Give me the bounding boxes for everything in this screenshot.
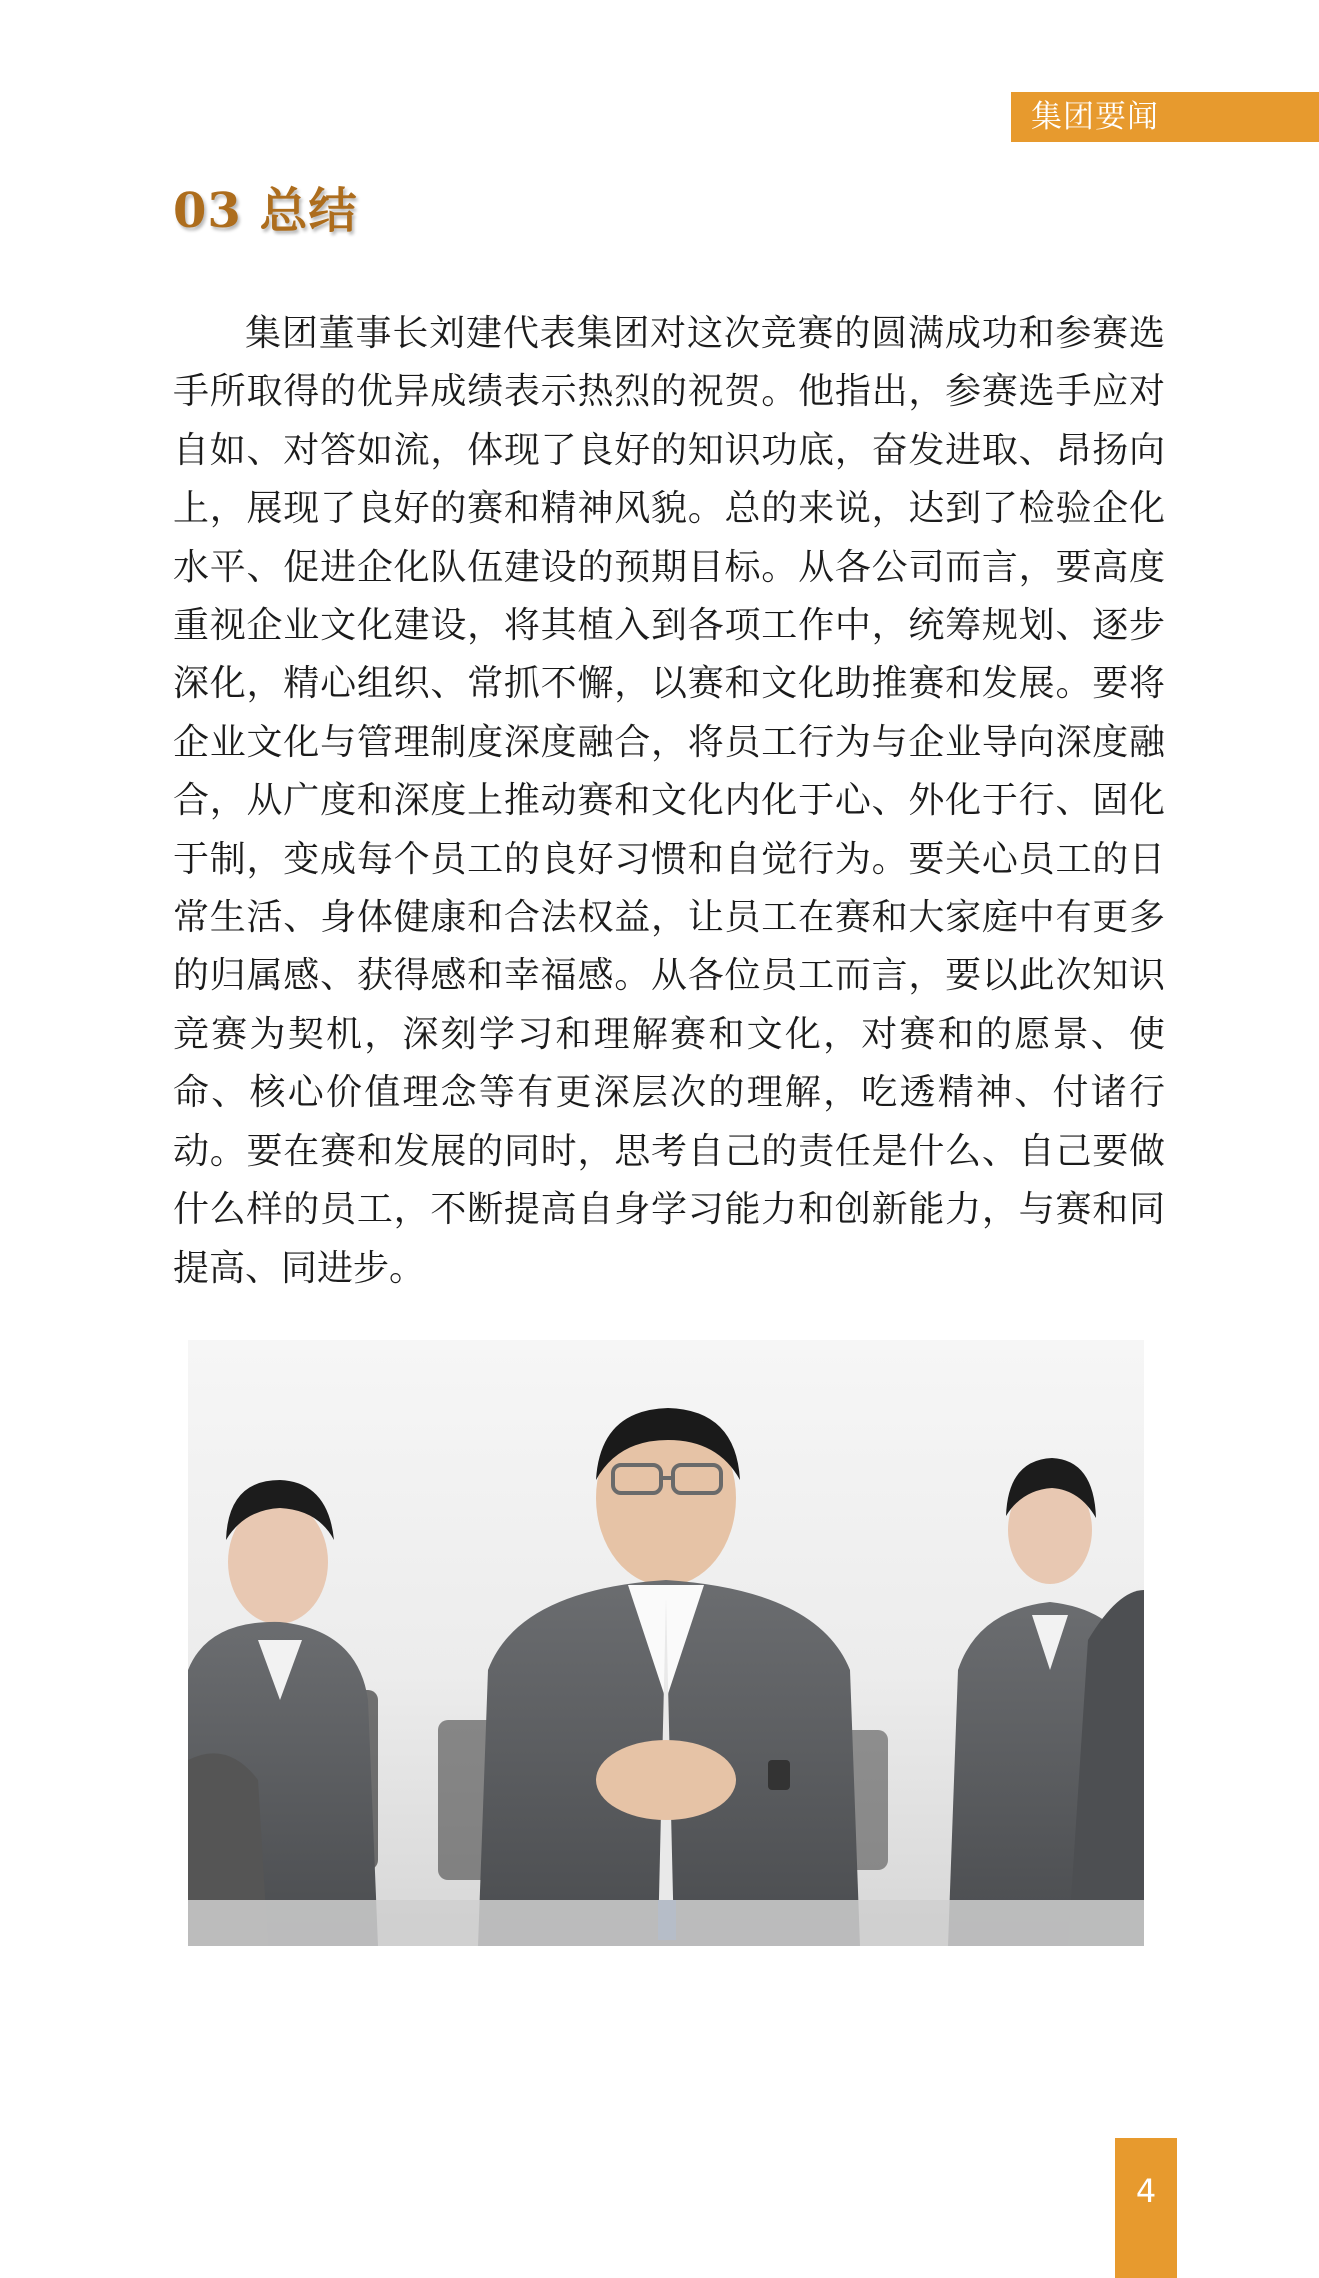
meeting-photo-illustration <box>188 1340 1144 1946</box>
meeting-photo <box>188 1340 1144 1946</box>
page-number: 4 <box>1115 2138 1177 2278</box>
section-tag: 集团要闻 <box>1011 92 1319 142</box>
section-title: 03 总结 <box>173 183 358 239</box>
article-paragraph: 集团董事长刘建代表集团对这次竞赛的圆满成功和参赛选手所取得的优异成绩表示热烈的祝贺。他指出，参赛选手应对自如、对答如流，体现了良好的知识功底，奋发进取、昂扬向上，展现了良好的赛和精神风貌。总的来说，达到了检验企化水平、促进企化队伍建设的预期目标。从各公司而言，要高度重视企业文化建设，将其植入到各项工作中，统筹规划、逐步深化，精心组织、常抓不懈，以赛和文化助推赛和发展。要将企业文化与管理制度深度融合，将员工行为与企业导向深度融合，从广度和深度上推动赛和文化内化于心、外化于行、固化于制，变成每个员工的良好习惯和自觉行为。要关心员工的日常生活、身体健康和合法权益，让员工在赛和大家庭中有更多的归属感、获得感和幸福感。从各位员工而言，要以此次知识竞赛为契机，深刻学习和理解赛和文化，对赛和的愿景、使命、核心价值理念等有更深层次的理解，吃透精神、付诸行动。要在赛和发展的同时，思考自己的责任是什么、自己要做什么样的员工，不断提高自身学习能力和创新能力，与赛和同提高、同进步。 <box>173 313 1165 1289</box>
